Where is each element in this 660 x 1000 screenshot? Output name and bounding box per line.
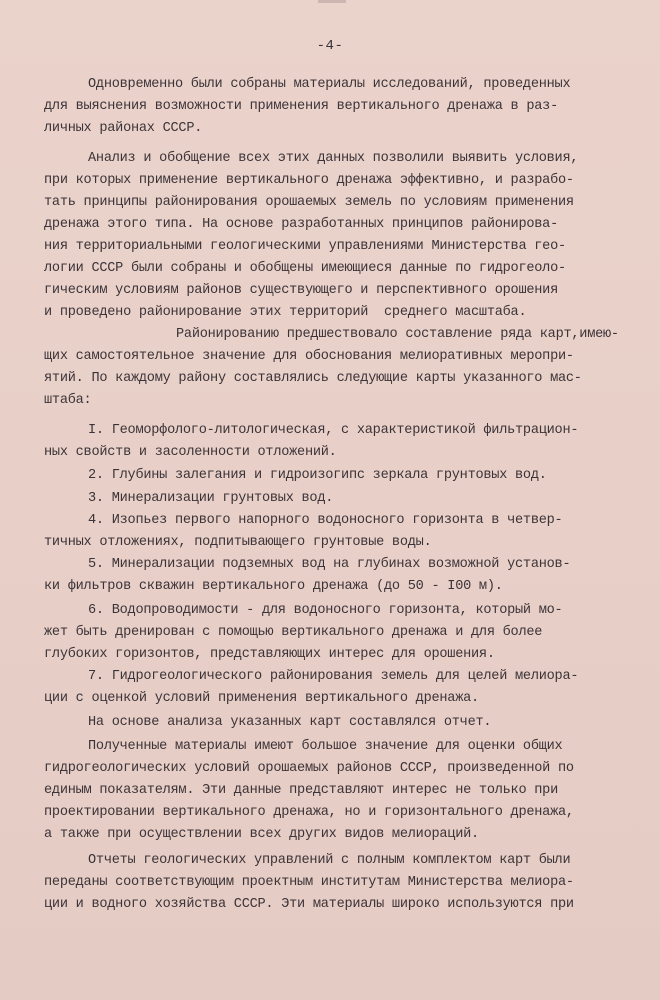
text-line: и проведено районирование этих территорий среднего масштаба. xyxy=(44,305,527,320)
text-line: 3. Минерализации грунтовых вод. xyxy=(88,491,334,506)
text-line: ных свойств и засоленности отложений. xyxy=(44,445,337,460)
text-line: гическим условиям районов существующего и перспективного орошения xyxy=(44,283,558,298)
text-line: щих самостоятельное значение для обоснования мелиоративных меропри- xyxy=(44,349,574,364)
text-line: единым показателям. Эти данные представляют интерес не только при xyxy=(44,783,558,798)
text-line: 5. Минерализации подземных вод на глубинах возможной установ- xyxy=(88,557,571,572)
text-line: 7. Гидрогеологического районирования земель для целей мелиора- xyxy=(88,669,579,684)
text-line: ки фильтров скважин вертикального дренажа (до 50 - I00 м). xyxy=(44,579,503,594)
text-line: проектировании вертикального дренажа, но и горизонтального дренажа, xyxy=(44,805,574,820)
text-line: логии СССР были собраны и обобщены имеющиеся данные по гидрогеоло- xyxy=(44,261,566,276)
text-line: ятий. По каждому району составлялись следующие карты указанного мас- xyxy=(44,371,582,386)
text-line: 6. Водопроводимости - для водоносного горизонта, который мо- xyxy=(88,603,563,618)
text-line: ции и водного хозяйства СССР. Эти материалы широко используются при xyxy=(44,897,574,912)
text-line: Анализ и обобщение всех этих данных позволили выявить условия, xyxy=(88,151,579,166)
text-line: гидрогеологических условий орошаемых районов СССР, произведенной по xyxy=(44,761,574,776)
text-line: для выяснения возможности применения вертикального дренажа в раз- xyxy=(44,99,558,114)
text-line: при которых применение вертикального дренажа эффективно, и разрабо- xyxy=(44,173,574,188)
text-line: штаба: xyxy=(44,393,92,408)
text-line: тичных отложениях, подпитывающего грунтовые воды. xyxy=(44,535,432,550)
text-line: ции с оценкой условий применения вертикального дренажа. xyxy=(44,691,479,706)
text-line: переданы соответствующим проектным институтам Министерства мелиора- xyxy=(44,875,574,890)
text-line: 4. Изопьез первого напорного водоносного горизонта в четвер- xyxy=(88,513,563,528)
page-edge-mark xyxy=(318,0,346,3)
text-line: жет быть дренирован с помощью вертикального дренажа и для более xyxy=(44,625,543,640)
text-line: Одновременно были собраны материалы исследований, проведенных xyxy=(88,77,571,92)
text-line: Районированию предшествовало составление ряда карт,имею- xyxy=(176,327,619,342)
text-line: I. Геоморфолого-литологическая, с характеристикой фильтрацион- xyxy=(88,423,579,438)
text-line: ния территориальными геологическими управлениями Министерства гео- xyxy=(44,239,566,254)
text-line: дренажа этого типа. На основе разработанных принципов районирова- xyxy=(44,217,558,232)
text-line: На основе анализа указанных карт составлялся отчет. xyxy=(88,715,492,730)
text-line: тать принципы районирования орошаемых земель по условиям применения xyxy=(44,195,574,210)
text-line: Отчеты геологических управлений с полным комплектом карт были xyxy=(88,853,571,868)
page-number: -4- xyxy=(316,38,344,54)
text-line: 2. Глубины залегания и гидроизогипс зеркала грунтовых вод. xyxy=(88,468,547,483)
text-line: глубоких горизонтов, представляющих интерес для орошения. xyxy=(44,647,495,662)
text-line: а также при осуществлении всех других видов мелиораций. xyxy=(44,827,479,842)
text-line: Полученные материалы имеют большое значение для оценки общих xyxy=(88,739,563,754)
text-line: личных районах СССР. xyxy=(44,121,203,136)
